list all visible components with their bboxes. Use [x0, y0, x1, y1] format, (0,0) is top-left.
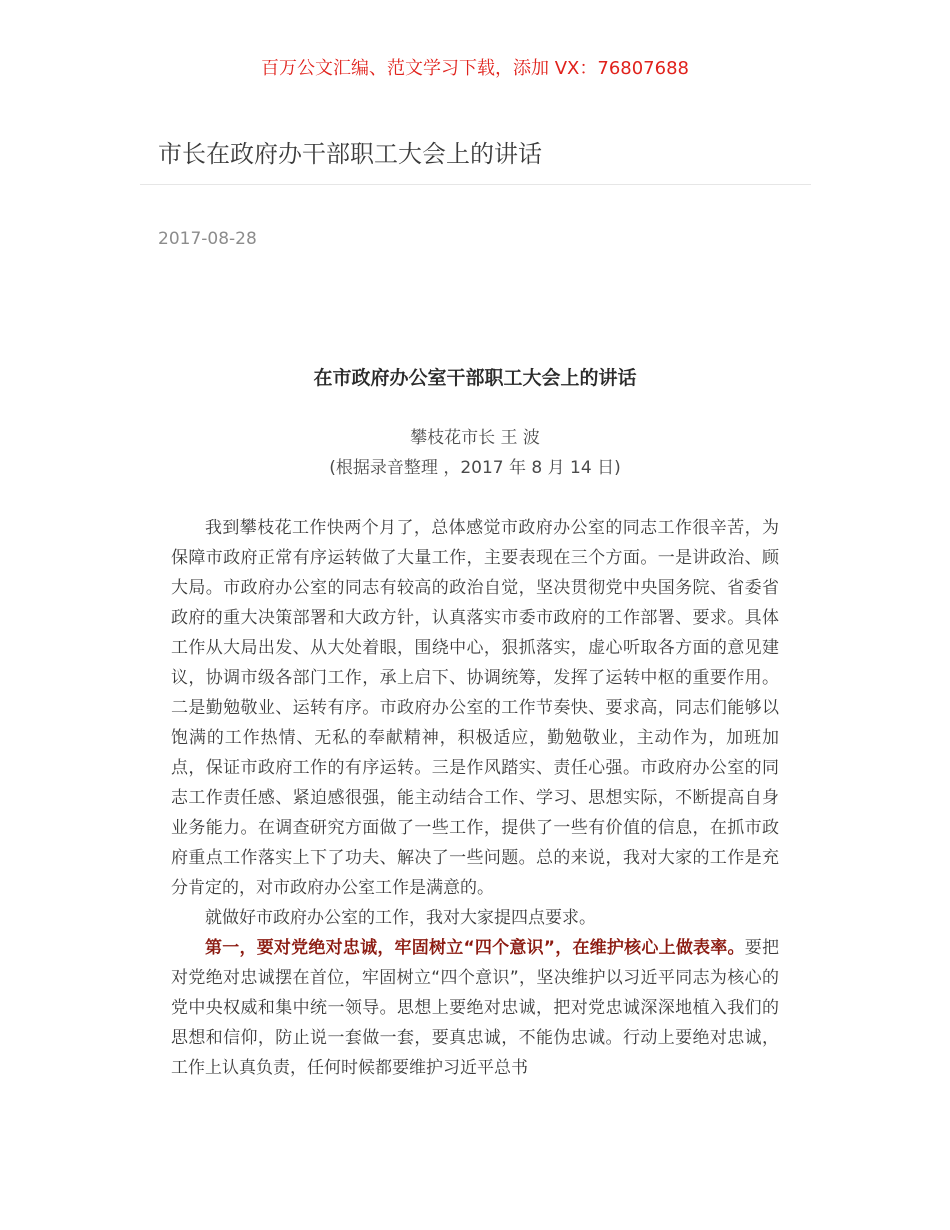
title-divider [140, 184, 811, 185]
article-body [171, 513, 779, 1083]
point-one-body: 要把对党绝对忠诚摆在首位，牢固树立“四个意识”，坚决维护以习近平同志为核心的党中央权威和集中统一领导。思想上要绝对忠诚，把对党忠诚深深地植入我们的思想和信仰，防止说一套做一套，要真忠诚，不能伪忠诚。行动上要绝对忠诚，工作上认真负责，任何时候都要维护习近平总书 [171, 938, 779, 1078]
point-one-heading: 第一，要对党绝对忠诚，牢固树立“四个意识”，在维护核心上做表率。 [205, 938, 745, 958]
paragraph-requirements: 就做好市政府办公室的工作，我对大家提四点要求。 [205, 908, 596, 928]
promo-banner: 百万公文汇编、范文学习下载，添加 VX：76807688 [261, 58, 689, 79]
page-title: 市长在政府办干部职工大会上的讲话 [158, 140, 542, 168]
article-heading: 在市政府办公室干部职工大会上的讲话 [313, 367, 637, 389]
article-author: 攀枝花市长 王 波 [410, 428, 540, 448]
publish-date: 2017-08-28 [158, 229, 257, 249]
paragraph-intro: 我到攀枝花工作快两个月了，总体感觉市政府办公室的同志工作很辛苦，为保障市政府正常有序运转做了大量工作，主要表现在三个方面。一是讲政治、顾大局。市政府办公室的同志有较高的政治自觉，坚决贯彻党中央国务院、省委省政府的重大决策部署和大政方针，认真落实市委市政府的工作部署、要求。具体工作从大局出发、从大处着眼，围绕中心，狠抓落实，虚心听取各方面的意见建议，协调市级各部门工作，承上启下、协调统筹，发挥了运转中枢的重要作用。二是勤勉敬业、运转有序。市政府办公室的工作节奏快、要求高，同志们能够以饱满的工作热情、无私的奉献精神，积极适应，勤勉敬业，主动作为，加班加点，保证市政府工作的有序运转。三是作风踏实、责任心强。市政府办公室的同志工作责任感、紧迫感很强，能主动结合工作、学习、思想实际，不断提高自身业务能力。在调查研究方面做了一些工作，提供了一些有价值的信息，在抓市政府重点工作落实上下了功夫、解决了一些问题。总的来说，我对大家的工作是充分肯定的，对市政府办公室工作是满意的。 [171, 518, 779, 898]
article-note: (根据录音整理 ，2017 年 8 月 14 日) [329, 458, 621, 478]
paragraph-point-one [171, 933, 779, 1083]
